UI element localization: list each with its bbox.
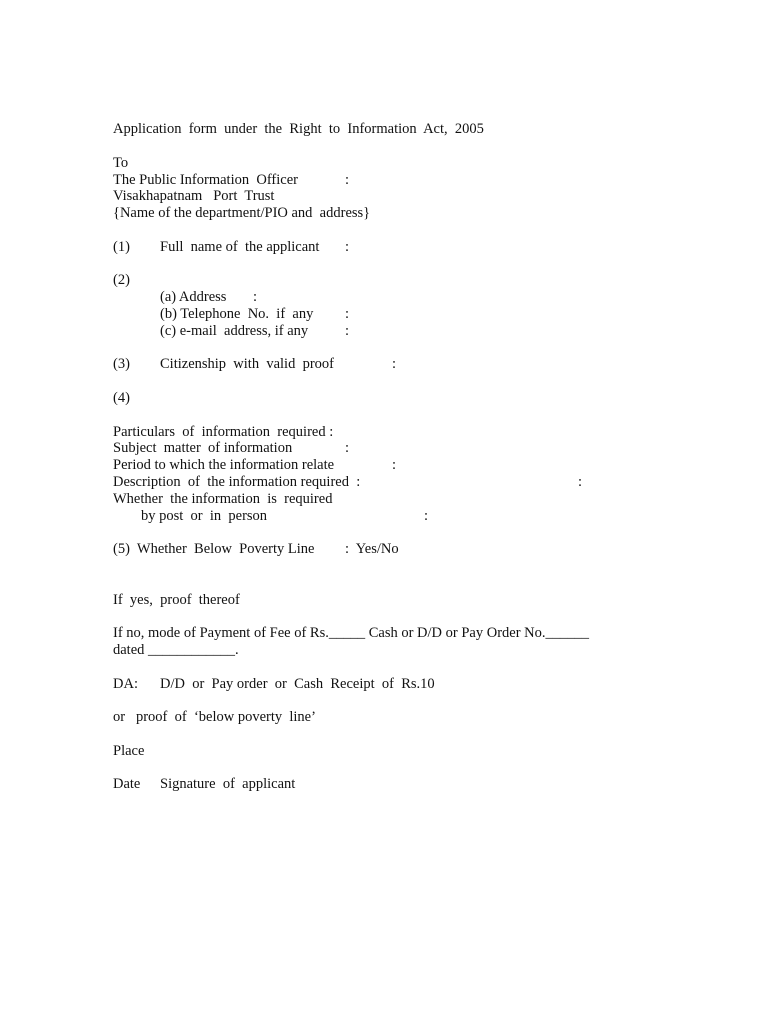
email-label: (c) e-mail address, if any bbox=[160, 323, 309, 339]
if-no-payment-label: If no, mode of Payment of Fee of Rs._____ Cash or D/D or Pay Order No.______ bbox=[113, 625, 590, 641]
form-title: Application form under the Right to Information Act, 2005 bbox=[113, 121, 484, 137]
citizenship-label: Citizenship with valid proof bbox=[160, 356, 334, 372]
period-colon: : bbox=[392, 457, 397, 473]
full-name-label: Full name of the applicant bbox=[160, 239, 320, 255]
da-label: DA: bbox=[113, 676, 138, 692]
by-post-colon: : bbox=[424, 508, 429, 524]
telephone-colon: : bbox=[345, 306, 350, 322]
to-label: To bbox=[113, 155, 129, 171]
whether-required-label: Whether the information is required bbox=[113, 491, 333, 507]
email-colon: : bbox=[345, 323, 350, 339]
department-address-label: {Name of the department/PIO and address} bbox=[113, 205, 371, 221]
da-text: D/D or Pay order or Cash Receipt of Rs.10 bbox=[160, 676, 435, 692]
description-colon: : bbox=[578, 474, 583, 490]
period-label: Period to which the information relate bbox=[113, 457, 335, 473]
pio-colon: : bbox=[345, 172, 350, 188]
full-name-colon: : bbox=[345, 239, 350, 255]
particulars-label: Particulars of information required : bbox=[113, 424, 334, 440]
item4-number: (4) bbox=[113, 390, 130, 406]
subject-colon: : bbox=[345, 440, 350, 456]
address-colon: : bbox=[253, 289, 258, 305]
or-proof-label: or proof of ‘below poverty line’ bbox=[113, 709, 316, 725]
telephone-label: (b) Telephone No. if any bbox=[160, 306, 314, 322]
description-label: Description of the information required : bbox=[113, 474, 361, 490]
citizenship-colon: : bbox=[392, 356, 397, 372]
if-yes-label: If yes, proof thereof bbox=[113, 592, 240, 608]
place-label: Place bbox=[113, 743, 145, 759]
item1-number: (1) bbox=[113, 239, 130, 255]
signature-label: Signature of applicant bbox=[160, 776, 296, 792]
item2-number: (2) bbox=[113, 272, 130, 288]
dated-label: dated ____________. bbox=[113, 642, 239, 658]
port-trust-label: Visakhapatnam Port Trust bbox=[113, 188, 275, 204]
address-label: (a) Address bbox=[160, 289, 227, 305]
by-post-label: by post or in person bbox=[141, 508, 268, 524]
item5-bpl-label: (5) Whether Below Poverty Line bbox=[113, 541, 315, 557]
yes-no-value: : Yes/No bbox=[345, 541, 399, 557]
item3-number: (3) bbox=[113, 356, 130, 372]
date-label: Date bbox=[113, 776, 141, 792]
subject-label: Subject matter of information bbox=[113, 440, 293, 456]
pio-label: The Public Information Officer bbox=[113, 172, 298, 188]
